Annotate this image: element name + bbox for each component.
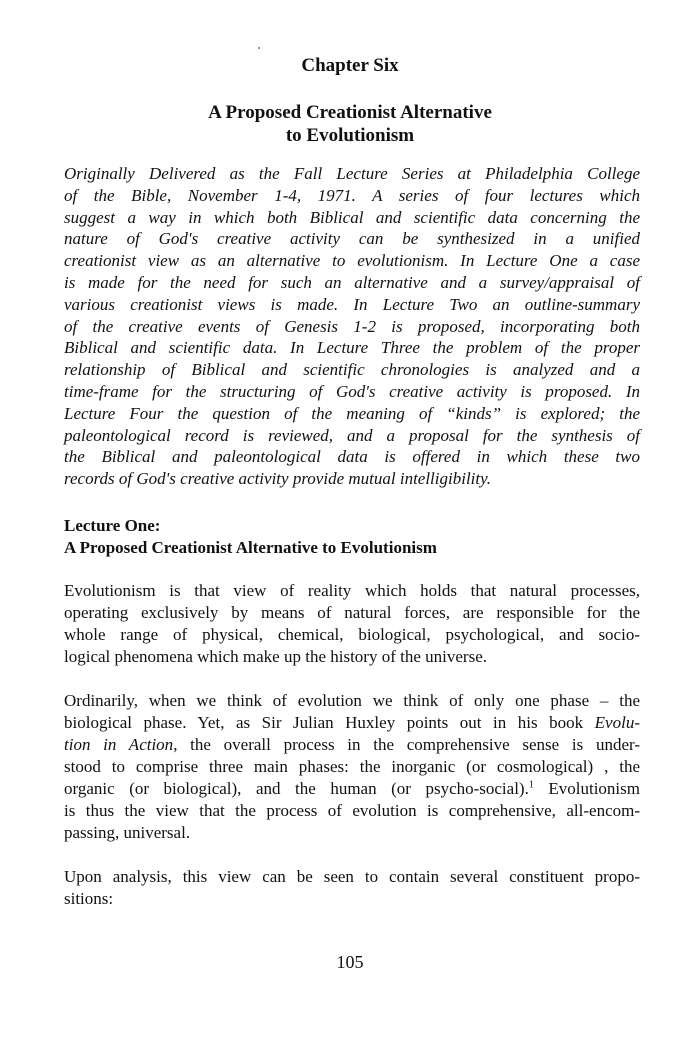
paragraph-line: stood to comprise three main phases: the inorganic (or cosmological) , the (64, 757, 640, 776)
paragraph-line: Ordinarily, when we think of evolution we think of only one phase – the (64, 691, 640, 710)
paragraph-text: Evolutionism (533, 779, 640, 798)
body-paragraph (64, 690, 640, 844)
abstract-line: Originally Delivered as the Fall Lecture Series at Philadelphia College (64, 164, 640, 183)
paragraph-line (64, 778, 640, 800)
abstract-line: is made for the need for such an alternative and a survey/appraisal of (64, 272, 640, 292)
paragraph-line: sitions: (64, 889, 114, 908)
book-title: tion in Action (64, 735, 174, 754)
paragraph-line: Upon analysis, this view can be seen to contain several constituent propo- (64, 867, 640, 886)
paragraph-line: is thus the view that the process of evolution is comprehensive, all-encom- (64, 801, 640, 820)
footnote-marker: 1 (528, 779, 534, 791)
abstract-line: nature of God's creative activity can be synthesized in a unified (64, 229, 640, 249)
abstract-line: suggest a way in which both Biblical and scientific data concerning the (64, 207, 640, 227)
lecture-title: A Proposed Creationist Alternative to Evolutionism (64, 538, 437, 557)
lecture-number-label: Lecture One: (64, 516, 161, 535)
paragraph-text: biological phase. Yet, as Sir Julian Huxley points out in his book (64, 713, 595, 732)
body-paragraph (64, 580, 640, 668)
abstract-line: paleontological record is reviewed, and a proposal for the synthesis of (64, 425, 640, 445)
abstract-line: creationist view as an alternative to evolutionism. In Lecture One a case (64, 251, 640, 271)
abstract-line: of the creative events of Genesis 1-2 is proposed, incorporating both (64, 316, 640, 336)
paragraph-line: whole range of physical, chemical, biological, psychological, and socio- (64, 625, 640, 644)
paragraph-text: organic (or biological), and the human (or psycho-social). (64, 779, 529, 798)
chapter-title-line: A Proposed Creationist Alternative (208, 102, 492, 123)
abstract-line: Lecture Four the question of the meaning of “kinds” is explored; the (64, 403, 640, 423)
book-title: Evolu- (594, 713, 640, 732)
paragraph-line (64, 734, 640, 756)
paragraph-line (64, 712, 640, 734)
chapter-title-line: to Evolutionism (285, 125, 415, 146)
abstract-line: time-frame for the structuring of God's creative activity is proposed. In (64, 381, 640, 401)
abstract-line: of the Bible, November 1-4, 1971. A series of four lectures which (64, 185, 640, 205)
abstract-line: the Biblical and paleontological data is offered in which these two (64, 447, 640, 467)
paragraph-line: logical phenomena which make up the history of the universe. (64, 647, 487, 666)
abstract-line: Biblical and scientific data. In Lecture Three the problem of the proper (64, 338, 640, 358)
paragraph-text: , the overall process in the comprehensive sense is under- (173, 735, 640, 754)
paragraph-line: Evolutionism is that view of reality which holds that natural processes, (64, 581, 640, 600)
abstract-line: records of God's creative activity provide mutual intelligibility. (64, 469, 491, 489)
paragraph-line: passing, universal. (64, 823, 191, 842)
chapter-title (0, 101, 700, 147)
chapter-abstract (64, 163, 640, 490)
scan-speck (258, 47, 260, 49)
body-paragraph (64, 866, 640, 910)
lecture-heading (64, 515, 640, 559)
abstract-line: various creationist views is made. In Lecture Two an outline-summary (64, 294, 640, 314)
chapter-label: Chapter Six (301, 55, 399, 76)
paragraph-line: operating exclusively by means of natural forces, are responsible for the (64, 603, 640, 622)
page-number: 105 (336, 952, 364, 972)
abstract-line: relationship of Biblical and scientific chronologies is analyzed and a (64, 360, 640, 380)
